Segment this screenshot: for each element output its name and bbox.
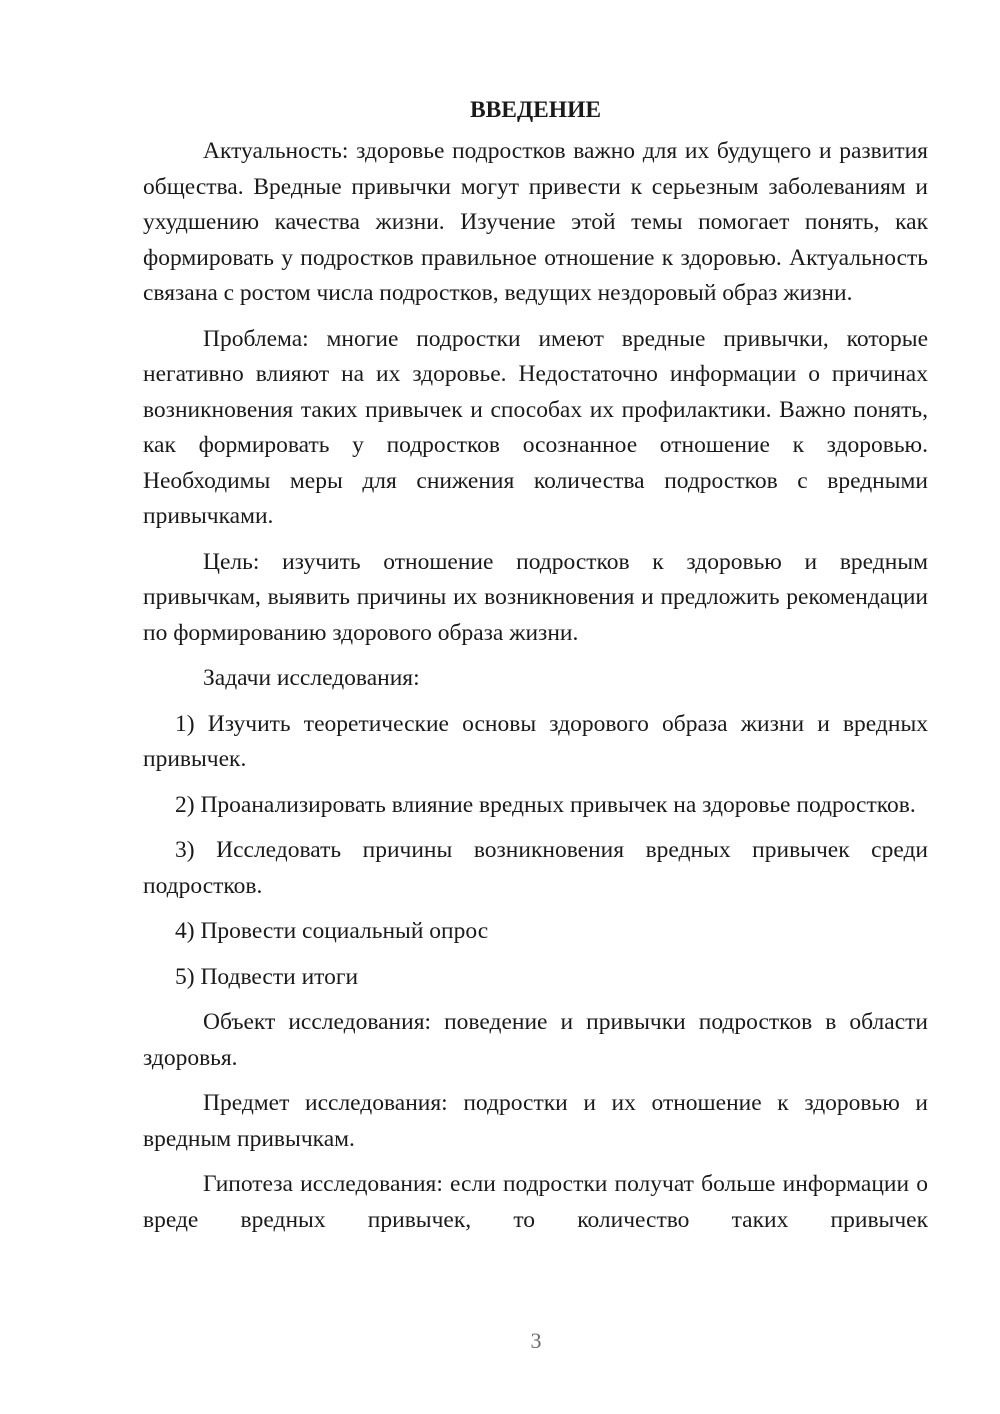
object-paragraph: Объект исследования: поведение и привычки подростков в области здоровья.: [143, 1009, 928, 1071]
problem-paragraph: Проблема: многие подростки имеют вредные привычки, которые негативно влияют на их здоровье. Недостаточно информации о причинах возникновения таких привычек и способах их профилактики. Важно понять, как формировать у подростков осознанное отношение к здоровью. Необходимы меры для снижения количества подростков с вредными привычками.: [143, 325, 928, 529]
task-item-4: 4) Провести социальный опрос: [175, 918, 489, 944]
task-item-3: 3) Исследовать причины возникновения вредных привычек среди подростков.: [143, 837, 928, 899]
page-content: [143, 93, 928, 1238]
page-number: 3: [530, 1328, 542, 1353]
task-item-5: 5) Подвести итоги: [175, 963, 359, 990]
goal-paragraph: Цель: изучить отношение подростков к здоровью и вредным привычкам, выявить причины их возникновения и предложить рекомендации по формированию здорового образа жизни.: [143, 548, 928, 646]
task-item-2: 2) Проанализировать влияние вредных привычек на здоровье подростков.: [175, 791, 916, 818]
tasks-title: Задачи исследования:: [203, 665, 420, 691]
subject-paragraph: Предмет исследования: подростки и их отношение к здоровью и вредным привычкам.: [143, 1090, 928, 1152]
task-item-1: 1) Изучить теоретические основы здорового образа жизни и вредных привычек.: [143, 710, 928, 772]
hypothesis-paragraph: Гипотеза исследования: если подростки получат больше информации о вреде вредных привычек, то количество таких привычек: [143, 1171, 928, 1233]
page-heading: ВВЕДЕНИЕ: [469, 97, 602, 123]
relevance-paragraph: Актуальность: здоровье подростков важно для их будущего и развития общества. Вредные привычки могут привести к серьезным заболеваниям и ухудшению качества жизни. Изучение этой темы помогает понять, как формировать у подростков правильное отношение к здоровью. Актуальность связана с ростом числа подростков, ведущих нездоровый образ жизни.: [143, 138, 928, 306]
